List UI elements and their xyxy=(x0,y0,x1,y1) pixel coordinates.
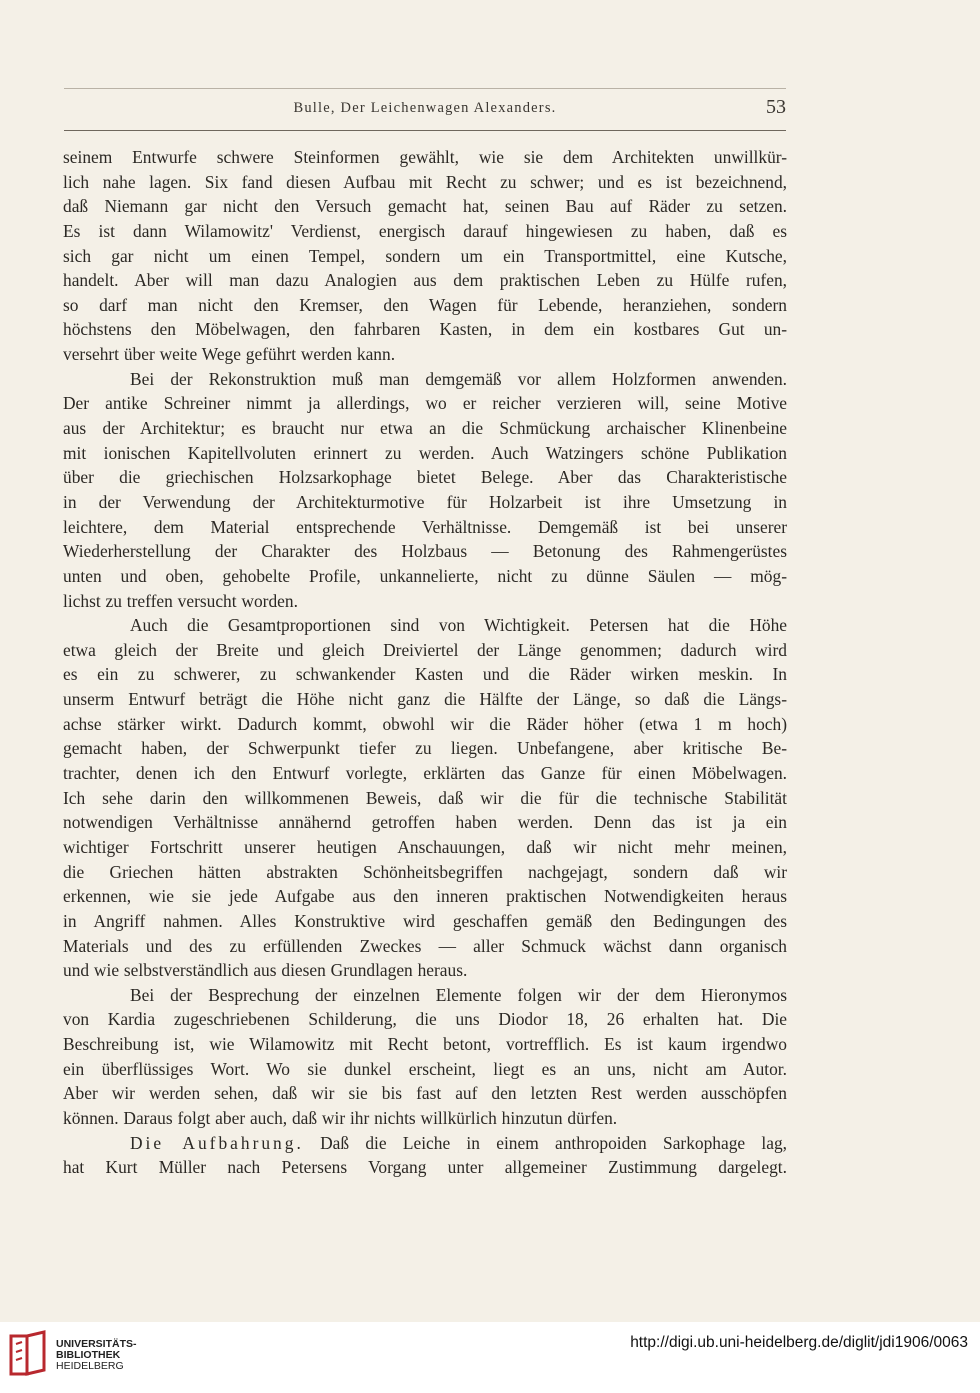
text-line: über die griechischen Holzsarkophage bietet Belege. Aber das Charakteristische xyxy=(63,467,787,488)
text-line: Aber wir werden sehen, daß wir sie bis fast auf den letzten Rest werden ausschöpfen xyxy=(63,1083,787,1104)
text-line: sich gar nicht um einen Tempel, sondern um ein Transportmittel, eine Kutsche, xyxy=(63,245,787,266)
section-heading: Die Aufbahrung. xyxy=(130,1132,304,1153)
university-library-logo-icon xyxy=(8,1330,48,1380)
text-line-rest: Daß die Leiche in einem anthropoiden Sarkophage lag, xyxy=(320,1132,787,1153)
text-line: unten und oben, gehobelte Profile, unkannelierte, nicht zu dünne Säulen — mög- xyxy=(63,565,787,586)
text-line xyxy=(63,1131,787,1156)
header-rule-bottom xyxy=(64,130,786,131)
text-line: handelt. Aber will man dazu Analogien aus dem praktischen Leben zu Hülfe rufen, xyxy=(63,270,787,291)
library-name-line2: BIBLIOTHEK xyxy=(56,1349,121,1361)
library-name-line3: HEIDELBERG xyxy=(56,1360,124,1372)
library-name-line1: UNIVERSITÄTS- xyxy=(56,1338,137,1350)
text-line: mit ionischen Kapitellvoluten erinnert zu werden. Auch Watzingers schöne Publikation xyxy=(63,442,787,463)
text-line: Bei der Besprechung der einzelnen Elemente folgen wir der dem Hieronymos xyxy=(130,984,787,1005)
header-rule-top xyxy=(64,88,786,89)
library-name xyxy=(56,1339,137,1372)
text-line: von Kardia zugeschriebenen Schilderung, die uns Diodor 18, 26 erhalten hat. Die xyxy=(63,1009,787,1030)
body-text xyxy=(63,145,787,1180)
digitization-footer xyxy=(0,1322,980,1393)
text-line: Ich sehe darin den willkommenen Beweis, daß wir die für die technische Stabilität xyxy=(63,787,787,808)
text-line: etwa gleich der Breite und gleich Dreiviertel der Länge genommen; dadurch wird xyxy=(63,639,787,660)
text-line: Auch die Gesamtproportionen sind von Wichtigkeit. Petersen hat die Höhe xyxy=(130,615,787,636)
text-line: Beschreibung ist, wie Wilamowitz mit Recht betont, vortrefflich. Es ist kaum irgendwo xyxy=(63,1034,787,1055)
text-line: in Angriff nahmen. Alles Konstruktive wird geschaffen gemäß den Bedingungen des xyxy=(63,910,787,931)
text-line: notwendigen Verhältnisse annähernd getroffen haben werden. Denn das ist ja ein xyxy=(63,812,787,833)
text-line: unserm Entwurf beträgt die Höhe nicht ganz die Hälfte der Länge, so daß die Längs- xyxy=(63,689,787,710)
text-line: die Griechen hätten abstrakten Schönheitsbegriffen nachgejagt, sondern daß wir xyxy=(63,861,787,882)
text-line: daß Niemann gar nicht den Versuch gemacht hat, seinen Bau auf Räder zu setzen. xyxy=(63,196,787,217)
text-line: versehrt über weite Wege geführt werden kann. xyxy=(63,344,396,365)
text-line: und wie selbstverständlich aus diesen Grundlagen heraus. xyxy=(63,960,468,981)
page-number: 53 xyxy=(766,96,786,118)
source-url-link[interactable]: http://digi.ub.uni-heidelberg.de/diglit/jdi1906/0063 xyxy=(630,1334,968,1351)
text-line: wichtiger Fortschritt unserer heutigen Anschauungen, daß wir nicht mehr meinen, xyxy=(63,836,787,857)
text-line: Wiederherstellung der Charakter des Holzbaus — Betonung des Rahmengerüstes xyxy=(63,541,787,562)
text-line: Bei der Rekonstruktion muß man demgemäß vor allem Holzformen anwenden. xyxy=(130,368,787,389)
text-line: achse stärker wirkt. Dadurch kommt, obwohl wir die Räder höher (etwa 1 m hoch) xyxy=(63,713,787,734)
text-line: ein überflüssiges Wort. Wo sie dunkel erscheint, liegt es an uns, nicht am Autor. xyxy=(63,1058,787,1079)
text-line: gemacht haben, der Schwerpunkt tiefer zu liegen. Unbefangene, aber kritische Be- xyxy=(63,738,787,759)
text-line: erkennen, wie sie jede Aufgabe aus den inneren praktischen Notwendigkeiten heraus xyxy=(63,886,787,907)
page-header xyxy=(64,96,786,126)
text-line: Materials und des zu erfüllenden Zweckes — aller Schmuck wächst dann organisch xyxy=(63,935,787,956)
text-line: können. Daraus folgt aber auch, daß wir ihr nichts willkürlich hinzutun dürfen. xyxy=(63,1107,618,1128)
text-line: leichtere, dem Material entsprechende Verhältnisse. Demgemäß ist bei unserer xyxy=(63,516,787,537)
text-line: so darf man nicht den Kremser, den Wagen für Lebende, heranziehen, sondern xyxy=(63,294,787,315)
text-line: lich nahe lagen. Six fand diesen Aufbau mit Recht zu schwer; und es ist bezeichnend, xyxy=(63,171,787,192)
text-line: es ein zu schwerer, zu schwankender Kasten und die Räder wirken meskin. In xyxy=(63,664,787,685)
text-line: seinem Entwurfe schwere Steinformen gewählt, wie sie dem Architekten unwillkür- xyxy=(63,147,787,167)
text-line: lichst zu treffen versucht worden. xyxy=(63,590,298,611)
text-line: aus der Architektur; es braucht nur etwa an die Schmückung archaischer Klinenbeine xyxy=(63,418,787,439)
text-line: Der antike Schreiner nimmt ja allerdings, wo er reicher verzieren will, seine Motive xyxy=(63,393,787,414)
text-line: trachter, denen ich den Entwurf vorlegte, erklärten das Ganze für einen Möbelwagen. xyxy=(63,763,787,784)
text-line: höchstens den Möbelwagen, den fahrbaren Kasten, in dem ein kostbares Gut un- xyxy=(63,319,787,340)
text-line: Es ist dann Wilamowitz' Verdienst, energisch darauf hingewiesen zu haben, daß es xyxy=(63,220,787,241)
text-line: hat Kurt Müller nach Petersens Vorgang unter allgemeiner Zustimmung dargelegt. xyxy=(63,1157,787,1178)
running-title: Bulle, Der Leichenwagen Alexanders. xyxy=(293,100,557,116)
text-line: in der Verwendung der Architekturmotive für Holzarbeit ist ihre Umsetzung in xyxy=(63,491,787,512)
